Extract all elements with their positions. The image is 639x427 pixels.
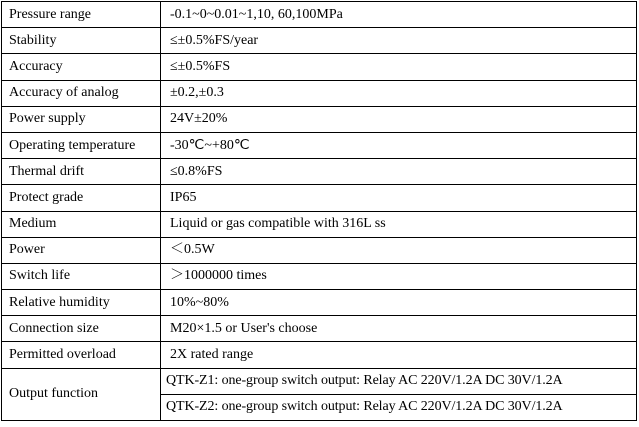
- spec-table: [1, 1, 637, 421]
- row-value: 24V±20%: [161, 106, 637, 132]
- row-value: ±0.2,±0.3: [161, 80, 637, 106]
- row-label: Switch life: [2, 263, 161, 289]
- row-label: Medium: [2, 211, 161, 237]
- row-label: Pressure range: [2, 2, 161, 28]
- table-row: [2, 263, 637, 289]
- row-label: Protect grade: [2, 185, 161, 211]
- table-row: [2, 342, 637, 368]
- row-label: Accuracy: [2, 54, 161, 80]
- table-row: [2, 316, 637, 342]
- row-label: Connection size: [2, 316, 161, 342]
- table-row: [2, 368, 637, 394]
- table-row: [2, 290, 637, 316]
- table-row: [2, 159, 637, 185]
- row-value: -30℃~+80℃: [161, 132, 637, 158]
- table-row: [2, 106, 637, 132]
- table-row: [2, 28, 637, 54]
- table-row: [2, 211, 637, 237]
- output-function-value-z2: QTK-Z2: one-group switch output: Relay AC 220V/1.2A DC 30V/1.2A: [161, 394, 637, 420]
- row-label: Stability: [2, 28, 161, 54]
- row-value: -0.1~0~0.01~1,10, 60,100MPa: [161, 2, 637, 28]
- row-label: Permitted overload: [2, 342, 161, 368]
- table-row: [2, 2, 637, 28]
- row-value: ＜0.5W: [161, 237, 637, 263]
- table-row: [2, 54, 637, 80]
- row-label: Operating temperature: [2, 132, 161, 158]
- row-label: Power: [2, 237, 161, 263]
- row-value: M20×1.5 or User's choose: [161, 316, 637, 342]
- row-label: Accuracy of analog: [2, 80, 161, 106]
- row-value: ≤0.8%FS: [161, 159, 637, 185]
- row-value: 10%~80%: [161, 290, 637, 316]
- row-label: Thermal drift: [2, 159, 161, 185]
- row-value: ≤±0.5%FS: [161, 54, 637, 80]
- row-value: ≤±0.5%FS/year: [161, 28, 637, 54]
- row-label: Relative humidity: [2, 290, 161, 316]
- table-row: [2, 237, 637, 263]
- output-function-label: Output function: [2, 368, 161, 420]
- table-row: [2, 80, 637, 106]
- table-row: [2, 132, 637, 158]
- table-row: [2, 185, 637, 211]
- row-value: Liquid or gas compatible with 316L ss: [161, 211, 637, 237]
- row-value: 2X rated range: [161, 342, 637, 368]
- row-value: IP65: [161, 185, 637, 211]
- row-label: Power supply: [2, 106, 161, 132]
- row-value: ＞1000000 times: [161, 263, 637, 289]
- output-function-value-z1: QTK-Z1: one-group switch output: Relay AC 220V/1.2A DC 30V/1.2A: [161, 368, 637, 394]
